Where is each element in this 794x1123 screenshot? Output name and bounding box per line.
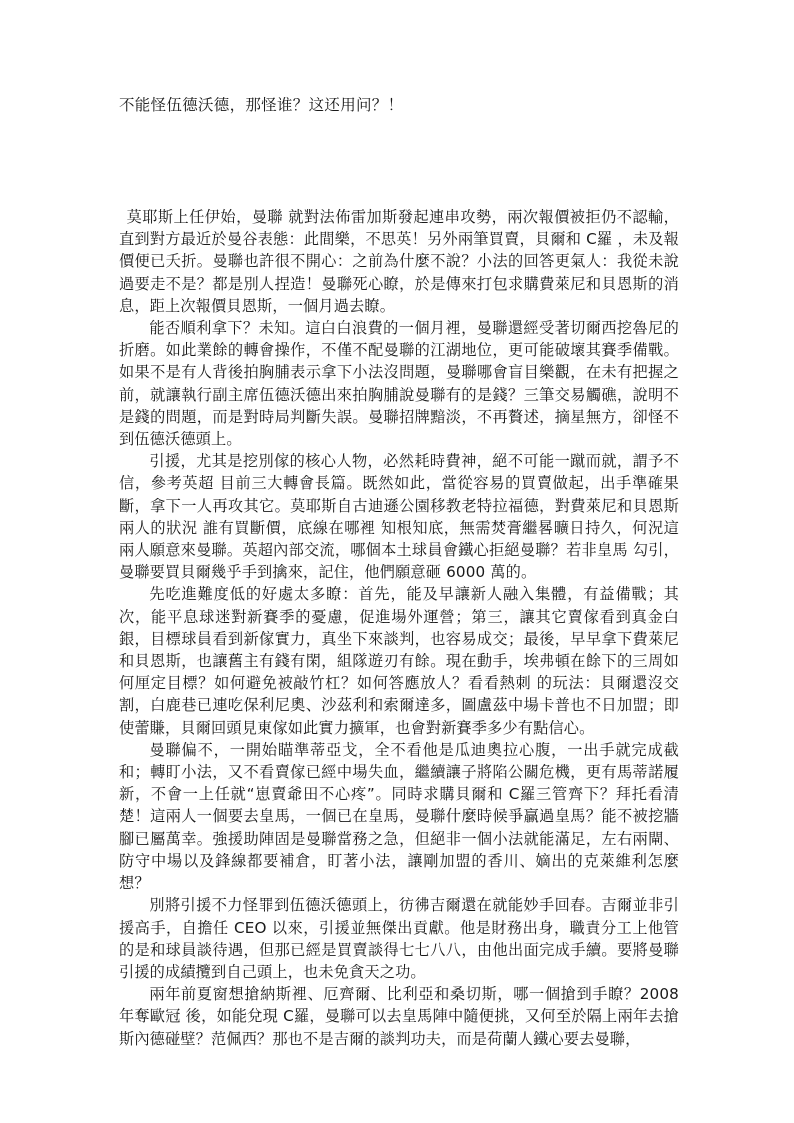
paragraph-2: 能否順利拿下？未知。這白白浪費的一個月裡，曼聯還經受著切爾西挖魯尼的折磨。如此業餘的轉會操作，不僅不配曼聯的江湖地位，更可能破壞其賽季備戰。如果不是有人背後拍胸脯表示拿下小法沒問題，曼聯哪會盲目樂觀，在未有把握之前，就讓執行副主席伍德沃德出來拍胸脯說曼聯有的是錢？三筆交易觸礁，說明不是錢的問題，而是對時局判斷失誤。曼聯招牌黯淡，不再贅述，摘星無方，卻怪不到伍德沃德頭上。 (119, 319, 679, 449)
paragraph-1: 莫耶斯上任伊始，曼聯 就對法佈雷加斯發起連串攻勢，兩次報價被拒仍不認輸，直到對方最近於曼谷表態：此間樂，不思英！另外兩筆買賣，貝爾和 C羅 ，未及報價便已夭折。曼聯也許很不開心：之前為什麼不說？小法的回答更氣人：我從未說過要走不是？都是別人捏造！曼聯死心瞭，於是傳來打包求購費萊尼和貝恩斯的消息，距上次報價貝恩斯，一個月過去瞭。 (119, 208, 679, 315)
paragraph-3: 引援，尤其是挖別傢的核心人物，必然耗時費神，絕不可能一蹴而就，謂予不信，參考英超 目前三大轉會長篇。既然如此，當從容易的買賣做起，出手準確果斷，拿下一人再攻其它。莫耶斯自古迪遜公園移教老特拉福德，對費萊尼和貝恩斯兩人的狀況 誰有買斷價，底線在哪裡 知根知底，無需焚膏繼晷曠日持久，何況這兩人願意來曼聯。英超內部交流，哪個本土球員會鐵心拒絕曼聯？若非皇馬 勾引，曼聯要買貝爾幾乎手到擒來，記住，他們願意砸 6000 萬的。 (119, 452, 679, 582)
page-heading: 不能怪伍德沃德，那怪谁？这还用问？！ (119, 96, 404, 114)
paragraph-6: 別將引援不力怪罪到伍德沃德頭上，彷彿吉爾還在就能妙手回春。吉爾並非引援高手，自擔任 CEO 以來，引援並無傑出貢獻。他是財務出身，職責分工上他管的是和球員談待遇，但那已經是買賣談得七七八八，由他出面完成手續。要將曼聯引援的成績攬到自己頭上，也未免貪天之功。 (119, 896, 679, 981)
paragraph-4: 先吃進難度低的好處太多瞭：首先，能及早讓新人融入集體，有益備戰；其次，能平息球迷對新賽季的憂慮，促進場外運營；第三，讓其它賣傢看到真金白銀，目標球員看到新傢實力，真坐下來談判，也容易成交；最後，早早拿下費萊尼和貝恩斯，也讓舊主有錢有閑，組隊遊刃有餘。現在動手，埃弗頓在餘下的三周如何厘定目標？如何避免被敲竹杠？如何答應放人？看看熱刺 的玩法：貝爾還沒交割，白鹿巷已連吃保利尼奧、沙茲利和索爾達多，圖盧茲中場卡普也不日加盟；即使蕾賺，貝爾回頭見東傢如此實力擴軍，也會對新賽季多少有點信心。 (119, 585, 679, 737)
paragraph-7: 兩年前夏窗想搶納斯裡、厄齊爾、比利亞和桑切斯，哪一個搶到手瞭？2008 年奪歐冠 後，如能兌現 C羅，曼聯可以去皇馬陣中隨便挑，又何至於隔上兩年去搶斯內德碰壁？范佩西？那也不是吉爾的談判功夫，而是荷蘭人鐵心要去曼聯， (119, 985, 679, 1048)
article-body (119, 206, 679, 1050)
paragraph-5: 曼聯偏不，一開始瞄準蒂亞戈，全不看他是瓜迪奧拉心腹，一出手就完成截和；轉盯小法，又不看賣傢已經中場失血，繼續讓子將陷公關危機，更有馬蒂諾履新，不會一上任就“崽賣爺田不心疼”。同時求購貝爾和 C羅三管齊下？拜托看清楚！這兩人一個要去皇馬，一個已在皇馬，曼聯什麼時候爭贏過皇馬？能不被挖牆腳已屬萬幸。強援助陣固是曼聯當務之急，但絕非一個小法就能滿足，左右兩閘、防守中場以及鋒線都要補倉，盯著小法，讓剛加盟的香川、嫡出的克萊維利怎麼想？ (119, 740, 679, 893)
